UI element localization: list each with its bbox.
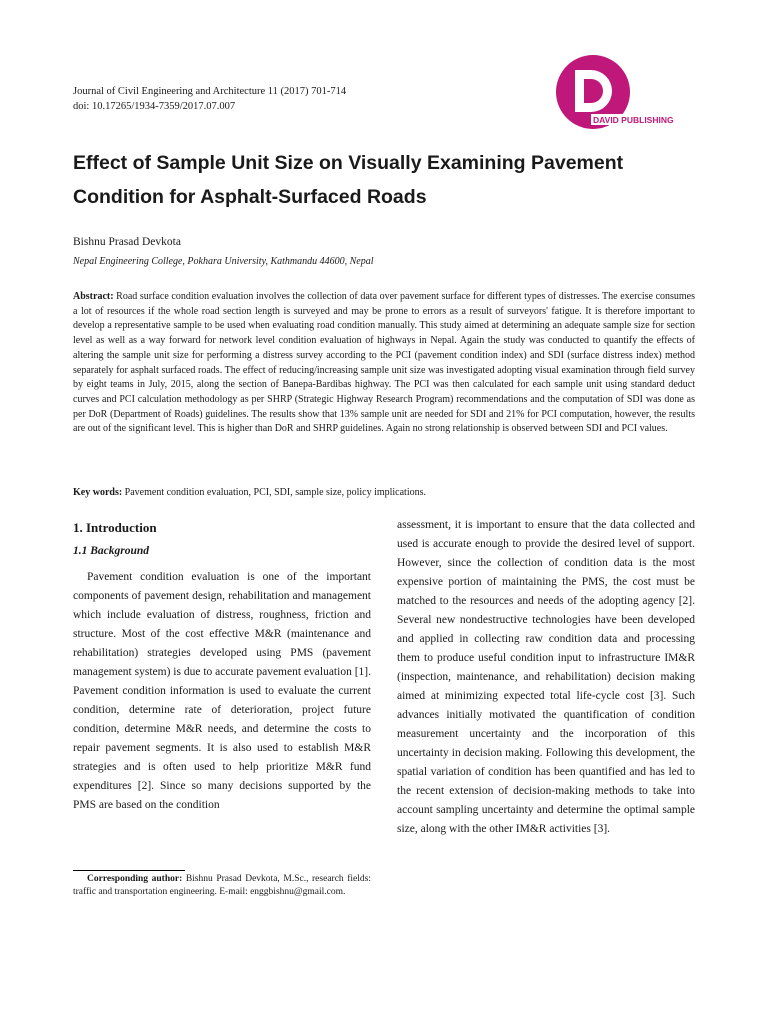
publisher-logo-icon (553, 55, 698, 130)
keywords-text: Pavement condition evaluation, PCI, SDI, sample size, policy implications. (124, 487, 427, 498)
body-paragraph-right: assessment, it is important to ensure that the data collected and used is accurate enough to provide the desired level of support. However, since the collection of condition data is the most expensive portion of maintaining the PMS, the cost must be matched to the resources and needs of the adopting agency [2]. Several new nondestructive technologies have been developed and applied in collecting raw condition data and processing them to produce useful condition input to infrastructure IM&R (inspection, maintenance, and rehabilitation) decision making aimed at minimizing expected total life-cycle cost [3]. Such advances initially motivated the quantification of condition measurement uncertainty and the incorporation of this uncertainty in decision making. Following this development, the spatial variation of condition has been quantified and has led to the recent extension of decision-making methods to take into account sampling uncertainty and determine the optimal sample size, along with the other IM&R activities [3]. (397, 519, 695, 835)
footnote (73, 873, 371, 898)
paper-title: Effect of Sample Unit Size on Visually Examining Pavement Condition for Asphalt-Surfaced Roads (73, 152, 624, 208)
journal-info (73, 84, 346, 114)
abstract-text: Road surface condition evaluation involves the collection of data over pavement surface for different types of distresses. The exercise consumes a lot of resources if the whole road section length is surveyed and may be prone to errors as a result of surveyors' fatigue. It is therefore important to develop a representative sample to be used when evaluating road condition manually. This study aimed at determining an adequate sample size for section level as well as a way forward for network level condition evaluation of highways in Nepal. Again the study was conducted to quantify the effects of altering the sample unit size for performing a distress survey according to the PCI (pavement condition index) and SDI (surface distress index) method separately for asphalt surfaced roads. The effect of reducing/increasing sample unit size was investigated adopting visual examination through field survey by eight teams in July, 2015, along the section of Banepa-Bardibas highway. The PCI was then calculated for each sample unit using standard deduct curves and PCI calculation methodology as per SHRP (Strategic Highway Research Program) recommendations and the computation of SDI was done as per DoR (Department of Roads) guidelines. The results show that 13% sample unit are needed for SDI and 21% for PCI computation, however, the results are out of the significant level. This is higher than DoR and SHRP guidelines. Again no strong relationship is observed between SDI and PCI values. (73, 291, 696, 435)
logo-text: DAVID PUBLISHING (593, 115, 674, 125)
footnote-label: Corresponding author: (87, 874, 183, 884)
section-heading: 1. Introduction (73, 520, 157, 535)
footnote-divider (73, 870, 185, 871)
david-publishing-logo (553, 55, 698, 130)
footnote-text: Bishnu Prasad Devkota, M.Sc., research fields: traffic and transportation engineering. E-mail: enggbishnu@gmail.com. (73, 874, 371, 897)
author-affiliation: Nepal Engineering College, Pokhara University, Kathmandu 44600, Nepal (73, 256, 374, 267)
doi: doi: 10.17265/1934-7359/2017.07.007 (73, 101, 236, 112)
left-column (73, 516, 371, 815)
author-name: Bishnu Prasad Devkota (73, 236, 181, 248)
journal-citation: Journal of Civil Engineering and Architecture 11 (2017) 701-714 (73, 86, 347, 97)
keywords-label: Key words: (73, 487, 123, 498)
abstract (73, 290, 695, 437)
body-paragraph-left: Pavement condition evaluation is one of the important components of pavement design, rehabilitation and management which include evaluation of distress, roughness, friction and structure. Most of the cost effective M&R (maintenance and rehabilitation) strategies developed using PMS (pavement management system) is due to accurate pavement evaluation [1]. Pavement condition information is used to evaluate the current condition, determine rate of deterioration, project future condition, determine M&R needs, and determine the costs to repair pavement segments. It is also used to establish M&R strategies and is often used to help prioritize M&R fund expenditures [2]. Since so many decisions supported by the PMS are based on the condition (73, 571, 371, 811)
right-column (397, 516, 695, 839)
keywords (73, 486, 695, 500)
abstract-label: Abstract: (73, 291, 114, 302)
subsection-heading: 1.1 Background (73, 545, 150, 557)
